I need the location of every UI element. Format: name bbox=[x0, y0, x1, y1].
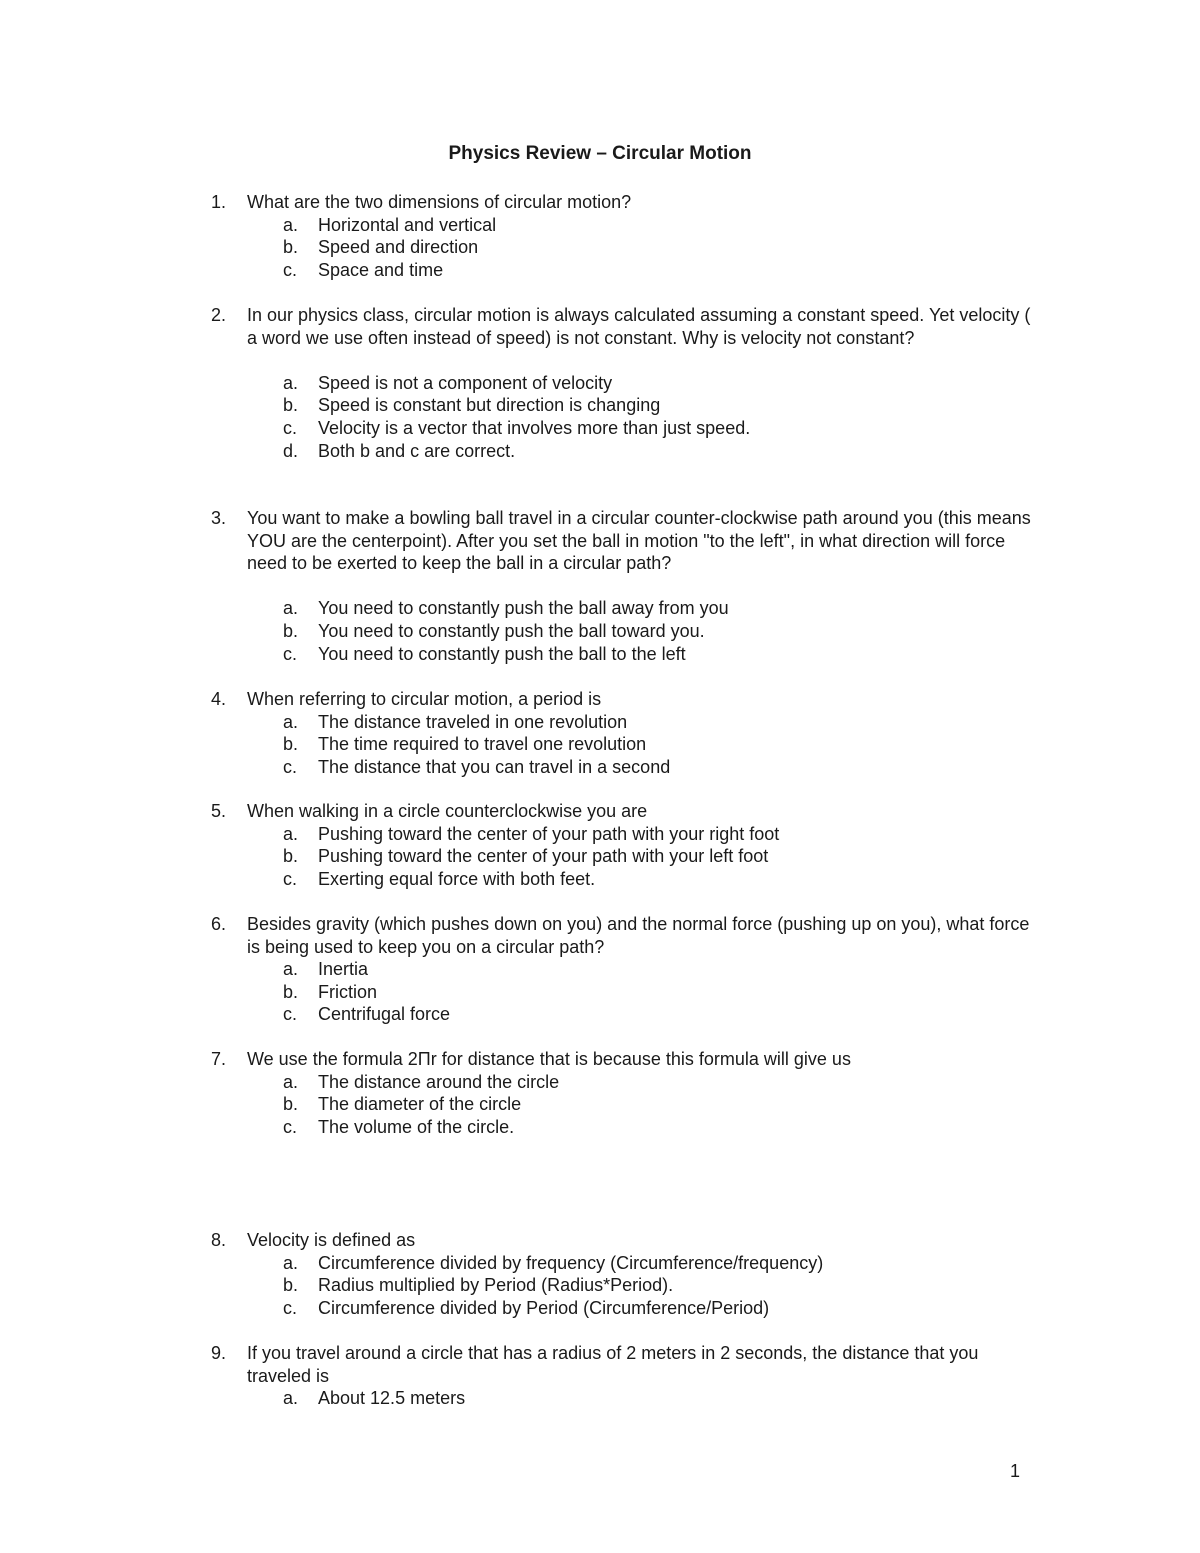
answer-options bbox=[0, 958, 1200, 1026]
answer-option bbox=[0, 1093, 1038, 1116]
option-letter: d. bbox=[283, 440, 299, 461]
option-text: Centrifugal force bbox=[318, 1004, 451, 1025]
question-text: When referring to circular motion, a period is bbox=[247, 689, 602, 709]
question-3 bbox=[0, 507, 1200, 665]
question-number: 4. bbox=[211, 689, 227, 709]
question-text: We use the formula 2Πr for distance that is because this formula will give us bbox=[247, 1049, 851, 1069]
option-text: Exerting equal force with both feet. bbox=[318, 868, 596, 889]
option-letter: b. bbox=[283, 981, 299, 1002]
option-letter: a. bbox=[283, 1252, 299, 1273]
question-2 bbox=[0, 304, 1200, 462]
option-text: The distance that you can travel in a second bbox=[318, 756, 671, 777]
question-stem bbox=[0, 1048, 1037, 1071]
option-letter: c. bbox=[283, 1116, 298, 1137]
option-letter: c. bbox=[283, 756, 298, 777]
answer-option bbox=[0, 1116, 1038, 1139]
answer-option bbox=[0, 756, 1038, 779]
answer-options bbox=[0, 214, 1200, 282]
answer-option bbox=[0, 845, 1038, 868]
answer-option bbox=[0, 417, 1038, 440]
answer-option bbox=[0, 394, 1038, 417]
option-text: About 12.5 meters bbox=[318, 1388, 466, 1409]
question-text: When walking in a circle counterclockwise you are bbox=[247, 801, 648, 821]
answer-option bbox=[0, 981, 1038, 1004]
option-text: Velocity is a vector that involves more than just speed. bbox=[318, 417, 751, 438]
question-stem bbox=[0, 913, 1037, 958]
answer-option bbox=[0, 733, 1038, 756]
question-text: Besides gravity (which pushes down on you) and the normal force (pushing up on you), what force is being used to keep you on a circular path? bbox=[247, 914, 1030, 957]
question-stem bbox=[0, 1229, 1037, 1252]
question-text: If you travel around a circle that has a radius of 2 meters in 2 seconds, the distance that you traveled is bbox=[247, 1343, 979, 1386]
answer-option bbox=[0, 620, 1038, 643]
answer-options bbox=[0, 1071, 1200, 1139]
option-letter: b. bbox=[283, 846, 299, 867]
option-letter: a. bbox=[283, 372, 299, 393]
question-stem bbox=[0, 507, 1037, 575]
option-text: The distance traveled in one revolution bbox=[318, 711, 628, 732]
option-letter: a. bbox=[283, 1071, 299, 1092]
question-8 bbox=[0, 1229, 1200, 1319]
option-text: Speed and direction bbox=[318, 237, 479, 258]
option-letter: c. bbox=[283, 643, 298, 664]
option-text: Radius multiplied by Period (Radius*Period). bbox=[318, 1275, 674, 1296]
document-title: Physics Review – Circular Motion bbox=[448, 143, 752, 164]
question-7 bbox=[0, 1048, 1200, 1138]
answer-option bbox=[0, 236, 1038, 259]
answer-option bbox=[0, 958, 1038, 981]
answer-options bbox=[0, 1387, 1200, 1410]
question-text: Velocity is defined as bbox=[247, 1230, 416, 1250]
option-letter: a. bbox=[283, 598, 299, 619]
option-letter: a. bbox=[283, 711, 299, 732]
option-text: The volume of the circle. bbox=[318, 1116, 515, 1137]
option-text: Pushing toward the center of your path with your right foot bbox=[318, 823, 780, 844]
question-number: 2. bbox=[211, 305, 227, 325]
option-letter: c. bbox=[283, 417, 298, 438]
answer-options bbox=[0, 1252, 1200, 1320]
answer-option bbox=[0, 643, 1038, 666]
answer-option bbox=[0, 372, 1038, 395]
page-number: 1 bbox=[1010, 1461, 1021, 1481]
answer-options bbox=[0, 823, 1200, 891]
answer-option bbox=[0, 1297, 1038, 1320]
answer-options bbox=[0, 711, 1200, 779]
question-number: 6. bbox=[211, 914, 227, 934]
option-text: Circumference divided by Period (Circumference/Period) bbox=[318, 1297, 770, 1318]
answer-option bbox=[0, 711, 1038, 734]
question-stem bbox=[0, 191, 1037, 214]
option-letter: b. bbox=[283, 237, 299, 258]
option-letter: a. bbox=[283, 214, 299, 235]
option-text: The distance around the circle bbox=[318, 1071, 560, 1092]
option-text: Space and time bbox=[318, 259, 444, 280]
option-text: The time required to travel one revolution bbox=[318, 734, 647, 755]
question-stem bbox=[0, 800, 1037, 823]
question-stem bbox=[0, 304, 1037, 349]
option-letter: c. bbox=[283, 1004, 298, 1025]
answer-option bbox=[0, 440, 1038, 463]
answer-option bbox=[0, 823, 1038, 846]
option-text: Both b and c are correct. bbox=[318, 440, 516, 461]
answer-option bbox=[0, 597, 1038, 620]
answer-option bbox=[0, 1387, 1038, 1410]
question-stem bbox=[0, 688, 1037, 711]
option-letter: c. bbox=[283, 1297, 298, 1318]
option-text: Horizontal and vertical bbox=[318, 214, 497, 235]
option-letter: b. bbox=[283, 734, 299, 755]
option-text: Circumference divided by frequency (Circumference/frequency) bbox=[318, 1252, 824, 1273]
option-letter: a. bbox=[283, 823, 299, 844]
question-number: 1. bbox=[211, 192, 227, 212]
answer-option bbox=[0, 259, 1038, 282]
question-9 bbox=[0, 1342, 1200, 1410]
question-text: What are the two dimensions of circular motion? bbox=[247, 192, 632, 212]
question-number: 9. bbox=[211, 1343, 227, 1363]
option-text: The diameter of the circle bbox=[318, 1094, 522, 1115]
answer-options bbox=[0, 597, 1200, 665]
option-text: Pushing toward the center of your path with your left foot bbox=[318, 846, 769, 867]
option-letter: a. bbox=[283, 1388, 299, 1409]
answer-option bbox=[0, 1252, 1038, 1275]
option-text: Speed is constant but direction is changing bbox=[318, 395, 661, 416]
question-1 bbox=[0, 191, 1200, 281]
option-text: You need to constantly push the ball to the left bbox=[318, 643, 686, 664]
question-number: 8. bbox=[211, 1230, 227, 1250]
answer-option bbox=[0, 214, 1038, 237]
option-text: You need to constantly push the ball away from you bbox=[318, 598, 729, 619]
option-text: Speed is not a component of velocity bbox=[318, 372, 613, 393]
option-letter: c. bbox=[283, 259, 298, 280]
option-letter: b. bbox=[283, 395, 299, 416]
question-5 bbox=[0, 800, 1200, 890]
answer-option bbox=[0, 1274, 1038, 1297]
answer-option bbox=[0, 868, 1038, 891]
answer-options bbox=[0, 372, 1200, 462]
option-text: Inertia bbox=[318, 959, 369, 980]
option-text: Friction bbox=[318, 981, 378, 1002]
question-4 bbox=[0, 688, 1200, 778]
question-number: 7. bbox=[211, 1049, 227, 1069]
option-letter: b. bbox=[283, 620, 299, 641]
option-letter: b. bbox=[283, 1275, 299, 1296]
question-number: 5. bbox=[211, 801, 227, 821]
answer-option bbox=[0, 1003, 1038, 1026]
question-text: You want to make a bowling ball travel in a circular counter-clockwise path around you (this means YOU are the centerpoint). After you set the ball in motion "to the left", in what direction will force need to be exerted to keep the ball in a circular path? bbox=[247, 508, 1031, 574]
option-letter: a. bbox=[283, 959, 299, 980]
question-text: In our physics class, circular motion is always calculated assuming a constant speed. Yet velocity ( a word we use often instead of speed) is not constant. Why is velocity not constant? bbox=[247, 305, 1031, 348]
option-letter: b. bbox=[283, 1094, 299, 1115]
option-text: You need to constantly push the ball toward you. bbox=[318, 620, 705, 641]
option-letter: c. bbox=[283, 868, 298, 889]
question-number: 3. bbox=[211, 508, 227, 528]
question-stem bbox=[0, 1342, 1037, 1387]
question-6 bbox=[0, 913, 1200, 1026]
answer-option bbox=[0, 1071, 1038, 1094]
